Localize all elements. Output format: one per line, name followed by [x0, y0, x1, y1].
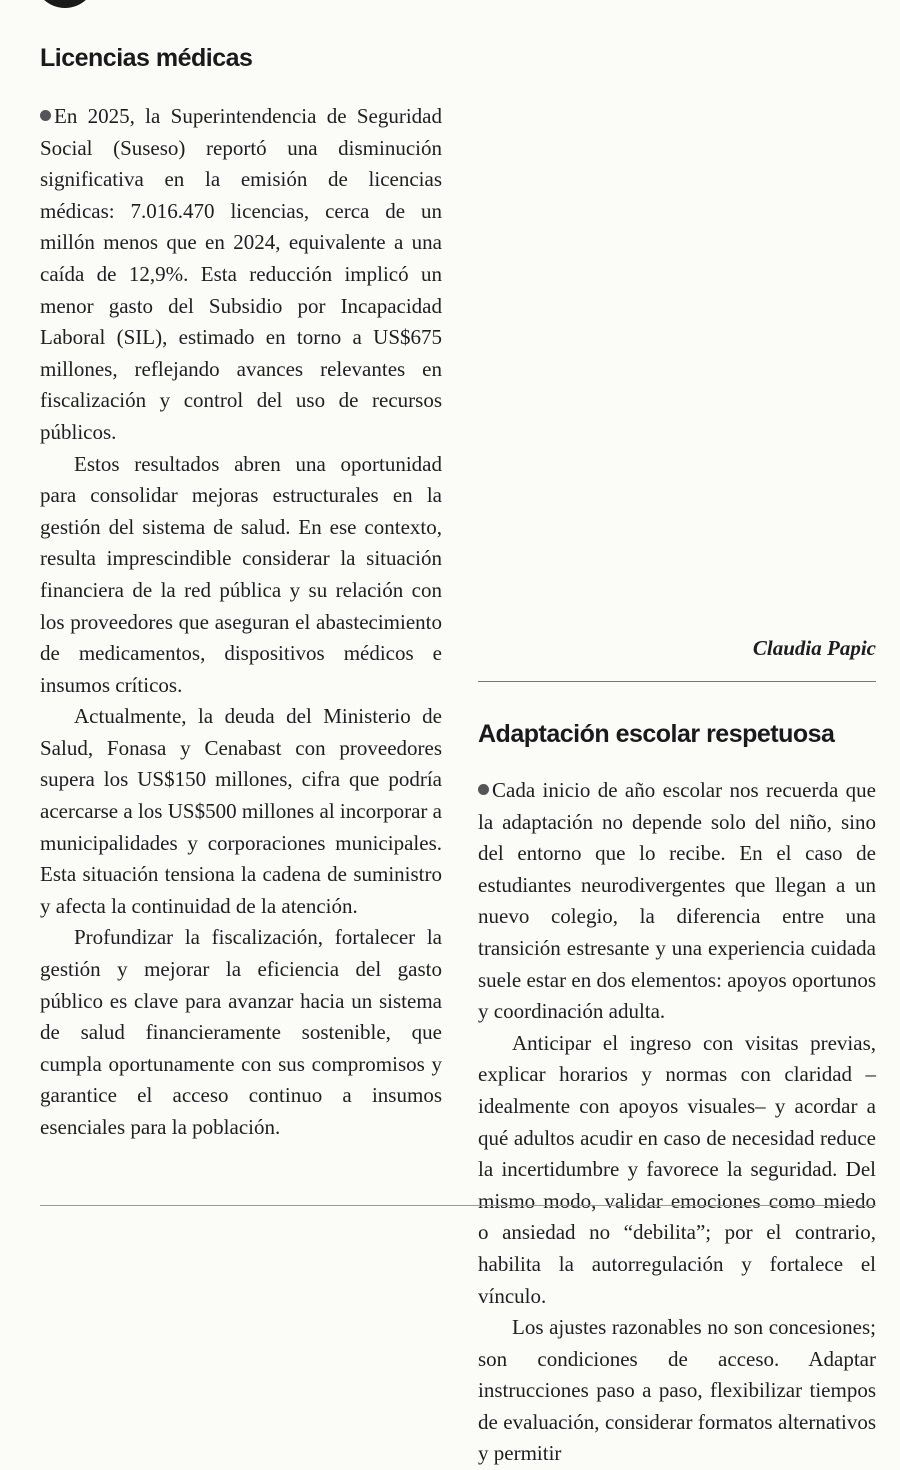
author-signature: Claudia Papic	[752, 636, 876, 660]
paragraph: Profundizar la fiscalización, fortalecer la gestión y mejorar la eficiencia del gasto público es clave para avanzar hacia un sistema de salud financieramente sostenible, que cumpla oportunamente con sus compromisos y garantice el acceso continuo a insumos esenciales para la población.	[40, 925, 442, 1139]
bottom-divider	[40, 1205, 876, 1206]
letter-body	[40, 101, 442, 1144]
bullet-icon	[40, 110, 51, 121]
masthead-graphic	[34, 0, 96, 8]
paragraph: Cada inicio de año escolar nos recuerda que la adaptación no depende solo del niño, sino del entorno que lo recibe. En el caso de estudiantes neurodivergentes que llegan a un nuevo colegio, la diferencia entre una transición estresante y una experiencia cuidada suele estar en dos elementos: apoyos oportunos y coordinación adulta.	[478, 778, 876, 1024]
letter-title: Licencias médicas	[40, 44, 253, 72]
paragraph: Los ajustes razonables no son concesiones; son condiciones de acceso. Adaptar instrucciones paso a paso, flexibilizar tiempos de evaluación, considerar formatos alternativos y permitir	[478, 1315, 876, 1466]
bullet-icon	[478, 784, 489, 795]
right-column	[478, 44, 876, 1470]
paragraph: En 2025, la Superintendencia de Seguridad Social (Suseso) reportó una disminución significativa en la emisión de licencias médicas: 7.016.470 licencias, cerca de un millón menos que en 2024, equivalente a una caída de 12,9%. Esta reducción implicó un menor gasto del Subsidio por Incapacidad Laboral (SIL), estimado en torno a US$675 millones, reflejando avances relevantes en fiscalización y control del uso de recursos públicos.	[40, 104, 442, 444]
letter-adaptacion-escolar	[478, 720, 876, 1470]
letter-licencias-medicas	[40, 44, 442, 1144]
paragraph: Estos resultados abren una oportunidad para consolidar mejoras estructurales en la gestión del sistema de salud. En ese contexto, resulta imprescindible considerar la situación financiera de la red pública y su relación con los proveedores que aseguran el abastecimiento de medicamentos, dispositivos médicos e insumos críticos.	[40, 451, 442, 697]
letter-body	[478, 775, 876, 1470]
divider	[478, 681, 876, 682]
continuation-spacer	[478, 44, 876, 636]
letter-title: Adaptación escolar respetuosa	[478, 720, 835, 748]
paragraph: Anticipar el ingreso con visitas previas, explicar horarios y normas con claridad –idealmente con apoyos visuales– y acordar a qué adultos acudir en caso de necesidad reduce la incertidumbre y favorece la seguridad. Del mismo modo, validar emociones como miedo o ansiedad no “debilita”; por el contrario, habilita la autorregulación y fortalece el vínculo.	[478, 1030, 876, 1308]
paragraph: Actualmente, la deuda del Ministerio de Salud, Fonasa y Cenabast con proveedores supera los US$150 millones, cifra que podría acercarse a los US$500 millones al incorporar a municipalidades y corporaciones municipales. Esta situación tensiona la cadena de suministro y afecta la continuidad de la atención.	[40, 704, 442, 918]
